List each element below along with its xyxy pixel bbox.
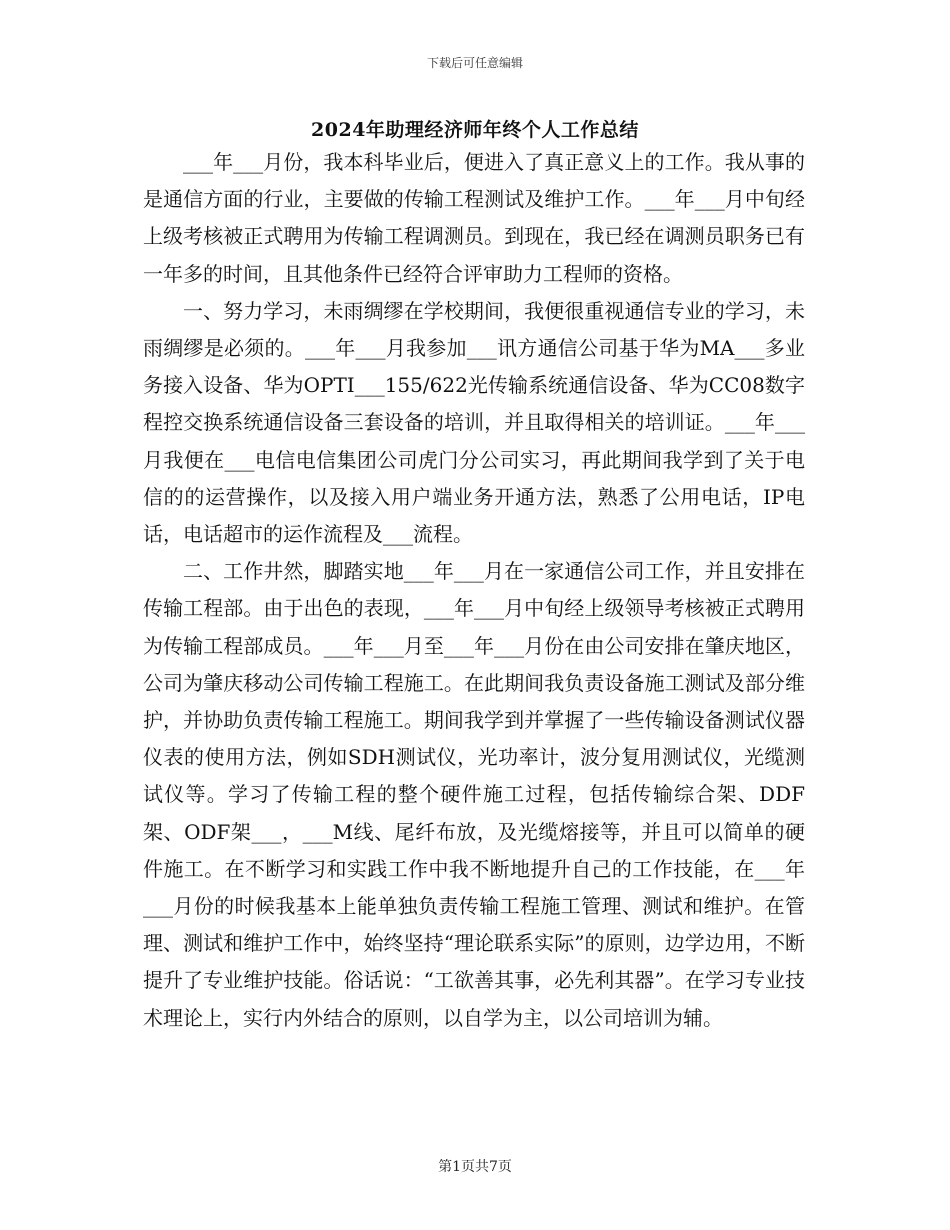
- page-header-note: 下载后可任意编辑: [426, 56, 523, 70]
- paragraph-work: 二、工作井然，脚踏实地___年___月在一家通信公司工作，并且安排在传输工程部。由于出色的表现，___年___月中旬经上级领导考核被正式聘用为传输工程部成员。___年___月至___年___月份在由公司安排在肇庆地区，公司为肇庆移动公司传输工程施工。在此期间我负责设备施工测试及部分维护，并协助负责传输工程施工。期间我学到并掌握了一些传输设备测试仪器仪表的使用方法，例如SDH测试仪，光功率计，波分复用测试仪，光缆测试仪等。学习了传输工程的整个硬件施工过程，包括传输综合架、DDF架、ODF架___，___M线、尾纤布放，及光缆熔接等，并且可以简单的硬件施工。在不断学习和实践工作中我不断地提升自己的工作技能，在___年___月份的时候我基本上能单独负责传输工程施工管理、测试和维护。在管理、测试和维护工作中，始终坚持“理论联系实际”的原则，边学边用，不断提升了专业维护技能。俗话说：“工欲善其事，必先利其器”。在学习专业技术理论上，实行内外结合的原则，以自学为主，以公司培训为辅。: [143, 559, 805, 1030]
- paragraph-study: 一、努力学习，未雨绸缪在学校期间，我便很重视通信专业的学习，未雨绸缪是必须的。___年___月我参加___讯方通信公司基于华为MA___多业务接入设备、华为OPTI___155/622光传输系统通信设备、华为CC08数字程控交换系统通信设备三套设备的培训，并且取得相关的培训证。___年___月我便在___电信电信集团公司虎门分公司实习，再此期间我学到了关于电信的的运营操作，以及接入用户端业务开通方法，熟悉了公用电话，IP电话，电话超市的运作流程及___流程。: [143, 298, 805, 547]
- page-number: 第1页共7页: [438, 1159, 512, 1175]
- document-body: [143, 144, 805, 1037]
- paragraph-intro: ___年___月份，我本科毕业后，便进入了真正意义上的工作。我从事的是通信方面的行业，主要做的传输工程测试及维护工作。___年___月中旬经上级考核被正式聘用为传输工程调测员。到现在，我已经在调测员职务已有一年多的时间，且其他条件已经符合评审助力工程师的资格。: [143, 150, 805, 286]
- document-title: 2024年助理经济师年终个人工作总结: [311, 119, 639, 141]
